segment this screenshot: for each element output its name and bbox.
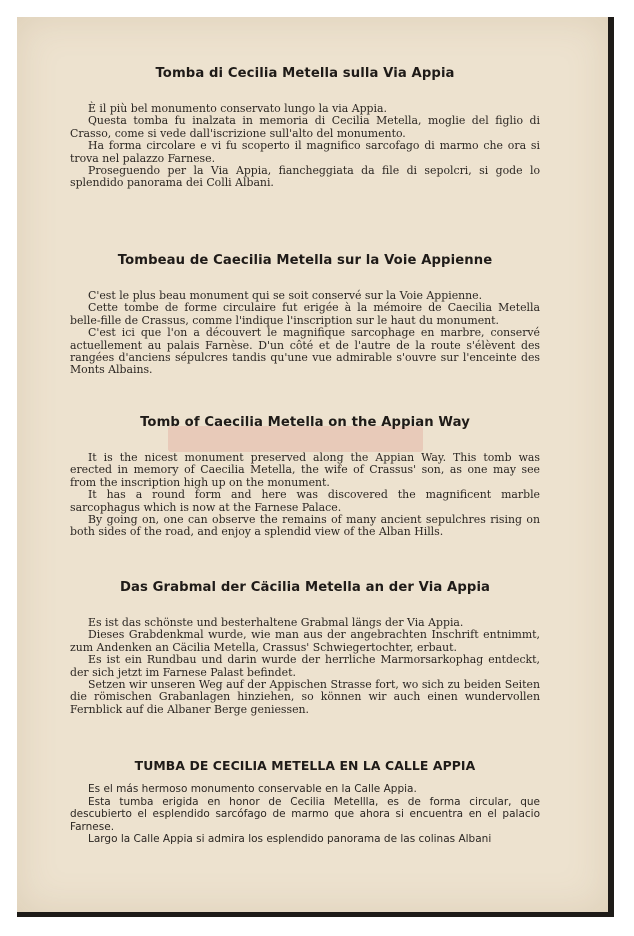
section-heading: Tomba di Cecilia Metella sulla Via Appia [155, 66, 455, 81]
section-heading: Tomb of Caecilia Metella on the Appian Way [140, 415, 470, 430]
section-italian [70, 66, 540, 190]
paragraph: Questa tomba fu inalzata in memoria di Cecilia Metella, moglie del figlio di Crasso, come si vede dall'iscrizione sull'alto del monumento. [70, 114, 540, 140]
paragraph: Es ist ein Rundbau und darin wurde der herrliche Marmorsarkophag entdeckt, der sich jetzt im Farnese Palast befindet. [70, 653, 540, 679]
section-heading: Das Grabmal der Cäcilia Metella an der Via Appia [119, 580, 491, 595]
section-german [70, 580, 540, 716]
section-heading: TUMBA DE CECILIA METELLA EN LA CALLE APPIA [134, 758, 476, 773]
paragraph: Es ist das schönste und besterhaltene Grabmal längs der Via Appia. [88, 616, 464, 629]
paragraph: Setzen wir unseren Weg auf der Appischen Strasse fort, wo sich zu beiden Seiten die römischen Grabanlagen hinziehen, so können wir auch einen wundervollen Fernblick auf die Albaner Berge geniessen. [70, 678, 540, 716]
section-spanish [70, 758, 540, 846]
paragraph: Largo la Calle Appia si admira los esplendido panorama de las colinas Albani [88, 833, 492, 846]
section-french [70, 253, 540, 377]
paragraph: Proseguendo per la Via Appia, fiancheggiata da file di sepolcri, si gode lo splendido panorama dei Colli Albani. [70, 164, 540, 190]
paragraph: Ha forma circolare e vi fu scoperto il magnifico sarcofago di marmo che ora si trova nel palazzo Farnese. [70, 139, 540, 165]
section-heading: Tombeau de Caecilia Metella sur la Voie Appienne [117, 253, 493, 268]
paragraph: Esta tumba erigida en honor de Cecilia Metellla, es de forma circular, que descubierto el esplendido sarcófago de marmo que ahora si encuentra en el palacio Farnese. [70, 795, 540, 833]
paragraph: It has a round form and here was discovered the magnificent marble sarcophagus which is now at the Farnese Palace. [70, 488, 540, 514]
paragraph: Dieses Grabdenkmal wurde, wie man aus der angebrachten Inschrift entnimmt, zum Andenken an Cäcilia Metella, Crassus' Schwiegertochter, erbaut. [70, 628, 540, 654]
paragraph: It is the nicest monument preserved along the Appian Way. This tomb was erected in memory of Caecilia Metella, the wife of Crassus' son, as one may see from the inscription high up on the monument. [70, 451, 540, 489]
paragraph: C'est ici que l'on a découvert le magnifique sarcophage en marbre, conservé actuellement au palais Farnèse. D'un côté et de l'autre de la route s'élèvent des rangées d'anciens sépulcres tandis qu'une vue admirable s'ouvre sur l'enceinte des Monts Albains. [70, 326, 540, 377]
paragraph: By going on, one can observe the remains of many ancient sepulchres rising on both sides of the road, and enjoy a splendid view of the Alban Hills. [70, 513, 540, 539]
paragraph: C'est le plus beau monument qui se soit conservé sur la Voie Appienne. [88, 289, 483, 302]
section-english [70, 415, 540, 539]
paragraph: Es el más hermoso monumento conservable en la Calle Appia. [88, 783, 417, 795]
paragraph: È il più bel monumento conservato lungo la via Appia. [88, 102, 387, 115]
paragraph: Cette tombe de forme circulaire fut erigée à la mémoire de Caecilia Metella belle-fille de Crassus, comme l'indique l'inscription sur le haut du monument. [70, 301, 540, 327]
